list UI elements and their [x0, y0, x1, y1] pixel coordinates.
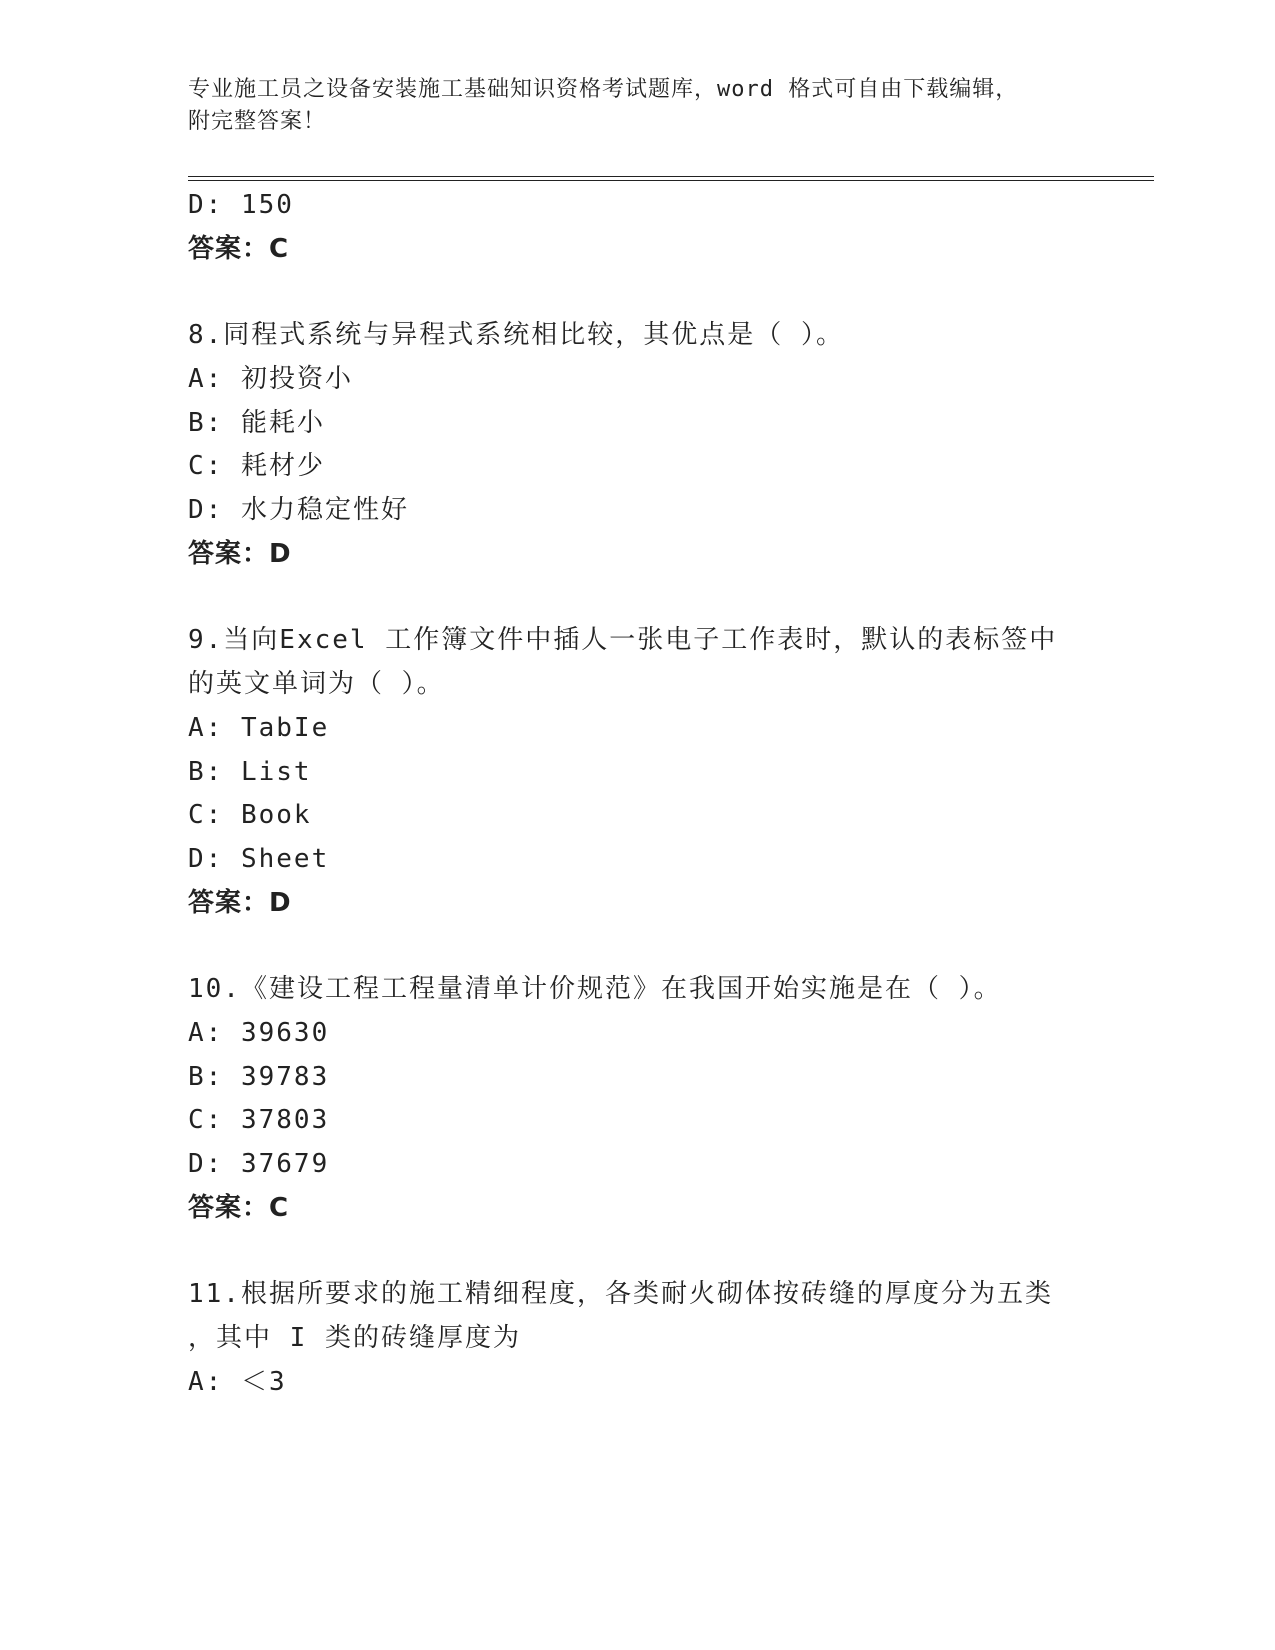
- header-divider: [188, 176, 1154, 181]
- q10-option-b: B: 39783: [188, 1062, 330, 1092]
- q10-option-c: C: 37803: [188, 1105, 330, 1135]
- q9-option-c: C: Book: [188, 800, 312, 830]
- q9-option-d: D: Sheet: [188, 844, 330, 874]
- q9-answer: 答案：D: [188, 888, 292, 918]
- q10-option-d: D: 37679: [188, 1149, 330, 1179]
- q10-stem: 10.《建设工程工程量清单计价规范》在我国开始实施是在（ ）。: [188, 974, 1002, 1004]
- q8-option-d: D: 水力稳定性好: [188, 495, 409, 525]
- q10-answer: 答案：C: [188, 1193, 290, 1223]
- q8-stem: 8.同程式系统与异程式系统相比较，其优点是（ ）。: [188, 320, 844, 350]
- q9-stem-line-1: 9.当向Excel 工作簿文件中插人一张电子工作表时，默认的表标签中: [188, 625, 1058, 655]
- document-header: [188, 74, 1088, 138]
- q11-option-a: A: ＜3: [188, 1367, 287, 1397]
- q8-option-a: A: 初投资小: [188, 364, 353, 394]
- q9-stem-line-2: 的英文单词为（ ）。: [188, 669, 445, 699]
- header-title-line-1: 专业施工员之设备安装施工基础知识资格考试题库，word 格式可自由下载编辑，: [188, 77, 1019, 102]
- q9-option-a: A: TabIe: [188, 713, 330, 743]
- header-title-line-2: 附完整答案！: [188, 109, 327, 134]
- q9-option-b: B: List: [188, 757, 312, 787]
- q11-stem-line-1: 11.根据所要求的施工精细程度，各类耐火砌体按砖缝的厚度分为五类: [188, 1279, 1053, 1309]
- q8-answer: 答案：D: [188, 539, 292, 569]
- q10-option-a: A: 39630: [188, 1018, 330, 1048]
- q11-stem-line-2: ，其中 I 类的砖缝厚度为: [188, 1323, 521, 1353]
- q7-option-d: D: 150: [188, 190, 294, 220]
- q8-option-b: B: 能耗小: [188, 408, 325, 438]
- q7-answer: 答案：C: [188, 234, 290, 264]
- q8-option-c: C: 耗材少: [188, 451, 325, 481]
